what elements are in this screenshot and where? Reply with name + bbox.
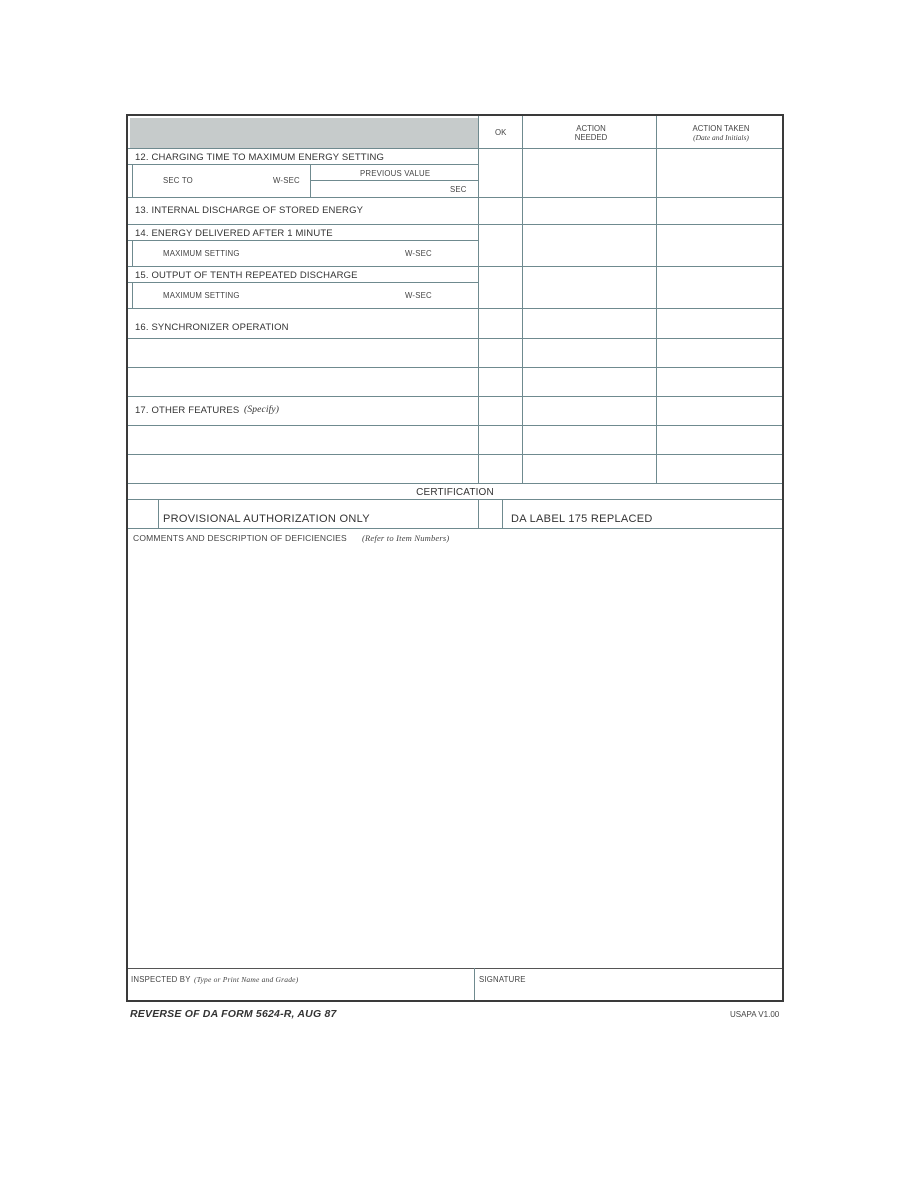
da-label-replaced-label: DA LABEL 175 REPLACED <box>511 513 653 525</box>
item-13-title: 13. INTERNAL DISCHARGE OF STORED ENERGY <box>135 205 364 216</box>
rule <box>128 425 782 426</box>
version-label: USAPA V1.00 <box>730 1010 780 1019</box>
item-17-title: 17. OTHER FEATURES <box>135 405 240 416</box>
rule <box>310 180 478 181</box>
item-14-wsec-label: W-SEC <box>405 249 432 258</box>
rule <box>128 396 782 397</box>
provisional-authorization-label: PROVISIONAL AUTHORIZATION ONLY <box>163 513 370 525</box>
rule <box>128 164 478 165</box>
col-header-ok: OK <box>495 128 507 137</box>
col-header-action-taken: ACTION TAKEN <box>692 124 750 133</box>
rule <box>128 148 782 149</box>
rule <box>128 454 782 455</box>
item-15-title: 15. OUTPUT OF TENTH REPEATED DISCHARGE <box>135 270 358 281</box>
rule <box>128 197 782 198</box>
item-14-title: 14. ENERGY DELIVERED AFTER 1 MINUTE <box>135 228 333 239</box>
column-divider <box>132 240 133 266</box>
column-divider <box>158 499 159 528</box>
column-divider <box>502 499 503 528</box>
rule <box>128 499 782 500</box>
rule <box>128 367 782 368</box>
inspection-form <box>126 114 784 1002</box>
item-12-title: 12. CHARGING TIME TO MAXIMUM ENERGY SETTING <box>135 152 385 163</box>
column-divider <box>478 499 479 528</box>
item-12-wsec-label: W-SEC <box>273 176 300 185</box>
column-divider <box>656 116 657 483</box>
col-header-action-taken-note: (Date and Initials) <box>693 133 749 142</box>
inspected-by-note: (Type or Print Name and Grade) <box>194 975 299 984</box>
rule <box>128 266 782 267</box>
inspected-by-label: INSPECTED BY <box>131 975 191 984</box>
rule <box>128 240 478 241</box>
item-15-max-setting-label: MAXIMUM SETTING <box>163 291 240 300</box>
rule <box>128 338 782 339</box>
column-divider <box>474 968 475 1000</box>
form-identifier: REVERSE OF DA FORM 5624-R, AUG 87 <box>130 1008 337 1020</box>
item-17-specify-note: (Specify) <box>244 405 280 415</box>
comments-label: COMMENTS AND DESCRIPTION OF DEFICIENCIES <box>133 533 347 543</box>
rule <box>128 308 782 309</box>
column-divider <box>132 282 133 308</box>
header-shaded-cell <box>130 118 478 148</box>
item-15-wsec-label: W-SEC <box>405 291 432 300</box>
comments-note: (Refer to Item Numbers) <box>362 533 450 543</box>
column-divider <box>522 116 523 483</box>
rule <box>128 528 782 529</box>
col-header-action-needed-2: NEEDED <box>574 133 608 142</box>
rule <box>128 282 478 283</box>
item-14-max-setting-label: MAXIMUM SETTING <box>163 249 240 258</box>
signature-label: SIGNATURE <box>479 975 526 984</box>
item-16-title: 16. SYNCHRONIZER OPERATION <box>135 322 289 333</box>
column-divider <box>132 164 133 197</box>
item-12-previous-value-label: PREVIOUS VALUE <box>360 169 431 178</box>
rule <box>128 968 782 969</box>
item-12-sec-label: SEC <box>450 185 467 194</box>
rule <box>128 224 782 225</box>
col-header-action-needed-1: ACTION <box>576 124 606 133</box>
rule <box>128 483 782 484</box>
item-12-sec-to-label: SEC TO <box>163 176 193 185</box>
column-divider <box>478 116 479 483</box>
column-divider <box>310 164 311 197</box>
certification-heading: CERTIFICATION <box>416 487 494 498</box>
